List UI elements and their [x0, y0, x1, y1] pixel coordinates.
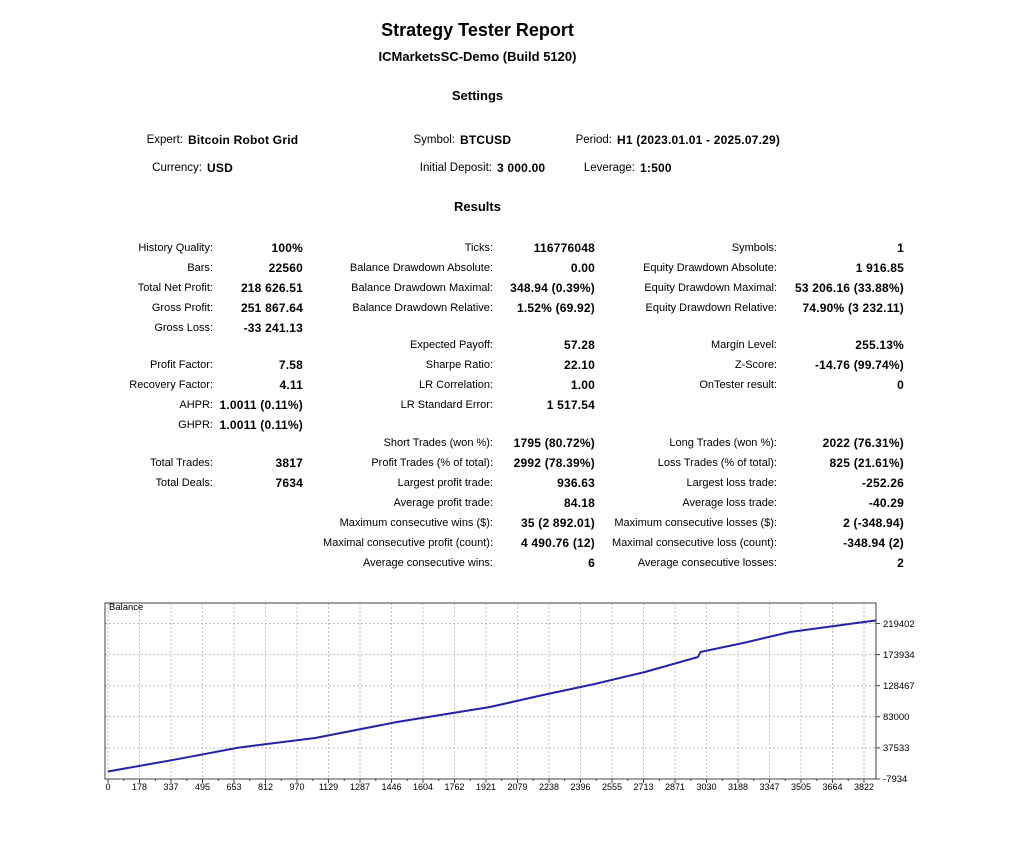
result-value: 4.11 — [279, 378, 303, 392]
result-value: 1 916.85 — [855, 261, 904, 275]
result-label: Average consecutive losses: — [637, 557, 777, 569]
result-value: 100% — [271, 241, 303, 255]
x-axis-label: 337 — [163, 782, 179, 792]
result-label: Maximal consecutive profit (count): — [323, 537, 493, 549]
result-label: Z-Score: — [734, 359, 777, 371]
x-axis-label: 1129 — [318, 782, 339, 792]
chart-border — [105, 603, 876, 779]
x-axis-label: 653 — [226, 782, 242, 792]
setting-value: H1 (2023.01.01 - 2025.07.29) — [617, 133, 781, 147]
x-axis-label: 1604 — [412, 782, 434, 792]
setting-value: BTCUSD — [460, 133, 512, 147]
result-value: 251 867.64 — [240, 301, 303, 315]
result-value: 255.13% — [855, 338, 904, 352]
result-label: Maximum consecutive wins ($): — [339, 517, 493, 529]
balance-chart — [100, 598, 918, 803]
result-value: 1 — [897, 241, 904, 255]
result-value: 7.58 — [278, 358, 303, 372]
result-value: 116776048 — [533, 241, 595, 255]
x-axis-label: 1287 — [349, 782, 371, 792]
result-value: 3817 — [275, 456, 303, 470]
result-value: 22.10 — [563, 358, 595, 372]
balance-line — [108, 620, 877, 771]
setting-label: Expert: — [146, 134, 183, 146]
x-axis-label: 3030 — [696, 782, 717, 792]
result-value: 1.00 — [570, 378, 595, 392]
result-label: Equity Drawdown Absolute: — [643, 262, 777, 274]
setting-label: Leverage: — [583, 162, 635, 174]
result-value: 53 206.16 (33.88%) — [794, 281, 904, 295]
result-value: 1.0011 (0.11%) — [219, 398, 303, 412]
result-label: Largest loss trade: — [686, 477, 777, 489]
result-value: -33 241.13 — [243, 321, 303, 335]
result-label: OnTester result: — [699, 379, 777, 391]
result-value: 1.52% (69.92) — [517, 301, 595, 315]
result-label: Sharpe Ratio: — [425, 359, 493, 371]
result-label: AHPR: — [179, 399, 213, 411]
result-label: Gross Profit: — [151, 302, 213, 314]
y-axis-label: 128467 — [883, 680, 915, 692]
result-label: Expected Payoff: — [410, 339, 493, 351]
x-axis-label: 2396 — [570, 782, 591, 792]
y-axis-label: 37533 — [883, 742, 910, 754]
x-axis-label: 2079 — [507, 782, 528, 792]
result-label: LR Correlation: — [419, 379, 493, 391]
result-value: 1 517.54 — [546, 398, 595, 412]
result-label: Bars: — [187, 262, 213, 274]
result-label: Average consecutive wins: — [362, 557, 493, 569]
result-value: 1795 (80.72%) — [513, 436, 595, 450]
result-label: Margin Level: — [710, 339, 777, 351]
x-axis-label: 3188 — [727, 782, 749, 792]
result-value: 2 (-348.94) — [843, 516, 904, 530]
result-label: Average loss trade: — [682, 497, 777, 509]
x-axis-label: 2713 — [633, 782, 654, 792]
result-value: 0 — [897, 378, 904, 392]
result-label: Symbols: — [731, 242, 777, 254]
result-value: 22560 — [268, 261, 303, 275]
x-axis-label: 3347 — [759, 782, 780, 792]
x-axis-label: 1762 — [444, 782, 465, 792]
balance-chart-svg — [100, 598, 890, 802]
result-label: Total Trades: — [150, 457, 213, 469]
y-axis-label: 173934 — [883, 649, 915, 661]
result-value: 348.94 (0.39%) — [510, 281, 595, 295]
result-label: Recovery Factor: — [129, 379, 213, 391]
result-value: 2 — [897, 556, 904, 570]
x-axis-label: 2871 — [664, 782, 686, 792]
setting-label: Period: — [575, 134, 612, 146]
result-label: GHPR: — [178, 419, 213, 431]
result-value: 2022 (76.31%) — [822, 436, 904, 450]
result-label: Total Deals: — [155, 477, 213, 489]
y-axis-label: 83000 — [883, 711, 910, 723]
x-axis-label: 0 — [105, 782, 111, 792]
x-axis-label: 3505 — [790, 782, 812, 792]
result-value: -14.76 (99.74%) — [814, 358, 904, 372]
x-axis-label: 1921 — [475, 782, 497, 792]
result-value: 218 626.51 — [240, 281, 303, 295]
result-value: -348.94 (2) — [843, 536, 904, 550]
result-value: 74.90% (3 232.11) — [802, 301, 904, 315]
result-label: Average profit trade: — [393, 497, 493, 509]
result-label: Loss Trades (% of total): — [657, 457, 777, 469]
result-value: 4 490.76 (12) — [521, 536, 595, 550]
result-label: Maximum consecutive losses ($): — [614, 517, 777, 529]
result-label: Maximal consecutive loss (count): — [611, 537, 777, 549]
y-axis-label: -7934 — [883, 774, 908, 785]
setting-value: 1:500 — [640, 161, 672, 175]
result-label: Long Trades (won %): — [669, 437, 777, 449]
setting-value: 3 000.00 — [497, 161, 546, 175]
setting-value: USD — [207, 161, 233, 175]
result-value: 2992 (78.39%) — [513, 456, 595, 470]
x-axis-label: 2555 — [601, 782, 623, 792]
result-label: Equity Drawdown Maximal: — [644, 282, 777, 294]
y-axis-label: 219402 — [883, 618, 915, 630]
result-label: Profit Trades (% of total): — [371, 457, 493, 469]
result-label: Balance Drawdown Absolute: — [349, 262, 493, 274]
result-label: Profit Factor: — [150, 359, 213, 371]
x-axis-label: 3822 — [853, 782, 875, 792]
result-value: 1.0011 (0.11%) — [219, 418, 303, 432]
result-value: 35 (2 892.01) — [521, 516, 595, 530]
x-axis-label: 178 — [131, 782, 148, 792]
result-label: LR Standard Error: — [400, 399, 493, 411]
setting-label: Initial Deposit: — [419, 162, 492, 174]
x-axis-label: 812 — [257, 782, 274, 792]
result-value: 825 (21.61%) — [829, 456, 904, 470]
result-value: 0.00 — [570, 261, 595, 275]
result-label: Largest profit trade: — [397, 477, 493, 489]
result-value: 6 — [588, 556, 595, 570]
settings-heading: Settings — [451, 88, 504, 103]
result-label: Balance Drawdown Relative: — [352, 302, 493, 314]
server-build: ICMarketsSC-Demo (Build 5120) — [378, 49, 577, 64]
setting-value: Bitcoin Robot Grid — [188, 133, 299, 147]
setting-label: Currency: — [152, 162, 202, 174]
result-value: 57.28 — [563, 338, 595, 352]
result-value: -40.29 — [868, 496, 904, 510]
page-title: Strategy Tester Report — [381, 20, 574, 40]
result-label: Short Trades (won %): — [383, 437, 493, 449]
result-label: History Quality: — [138, 242, 213, 254]
result-value: 936.63 — [557, 476, 595, 490]
results-heading: Results — [454, 199, 501, 214]
result-label: Total Net Profit: — [137, 282, 213, 294]
x-axis-label: 2238 — [538, 782, 560, 792]
result-value: 7634 — [275, 476, 303, 490]
result-value: -252.26 — [861, 476, 904, 490]
x-axis-label: 970 — [289, 782, 305, 792]
chart-legend-balance: Balance — [109, 602, 144, 613]
result-value: 84.18 — [563, 496, 595, 510]
x-axis-label: 1446 — [381, 782, 402, 792]
x-axis-label: 495 — [194, 782, 211, 792]
result-label: Ticks: — [464, 242, 493, 254]
x-axis-label: 3664 — [822, 782, 843, 792]
result-label: Gross Loss: — [154, 322, 213, 334]
setting-label: Symbol: — [413, 134, 455, 146]
result-label: Balance Drawdown Maximal: — [351, 282, 493, 294]
result-label: Equity Drawdown Relative: — [645, 302, 777, 314]
